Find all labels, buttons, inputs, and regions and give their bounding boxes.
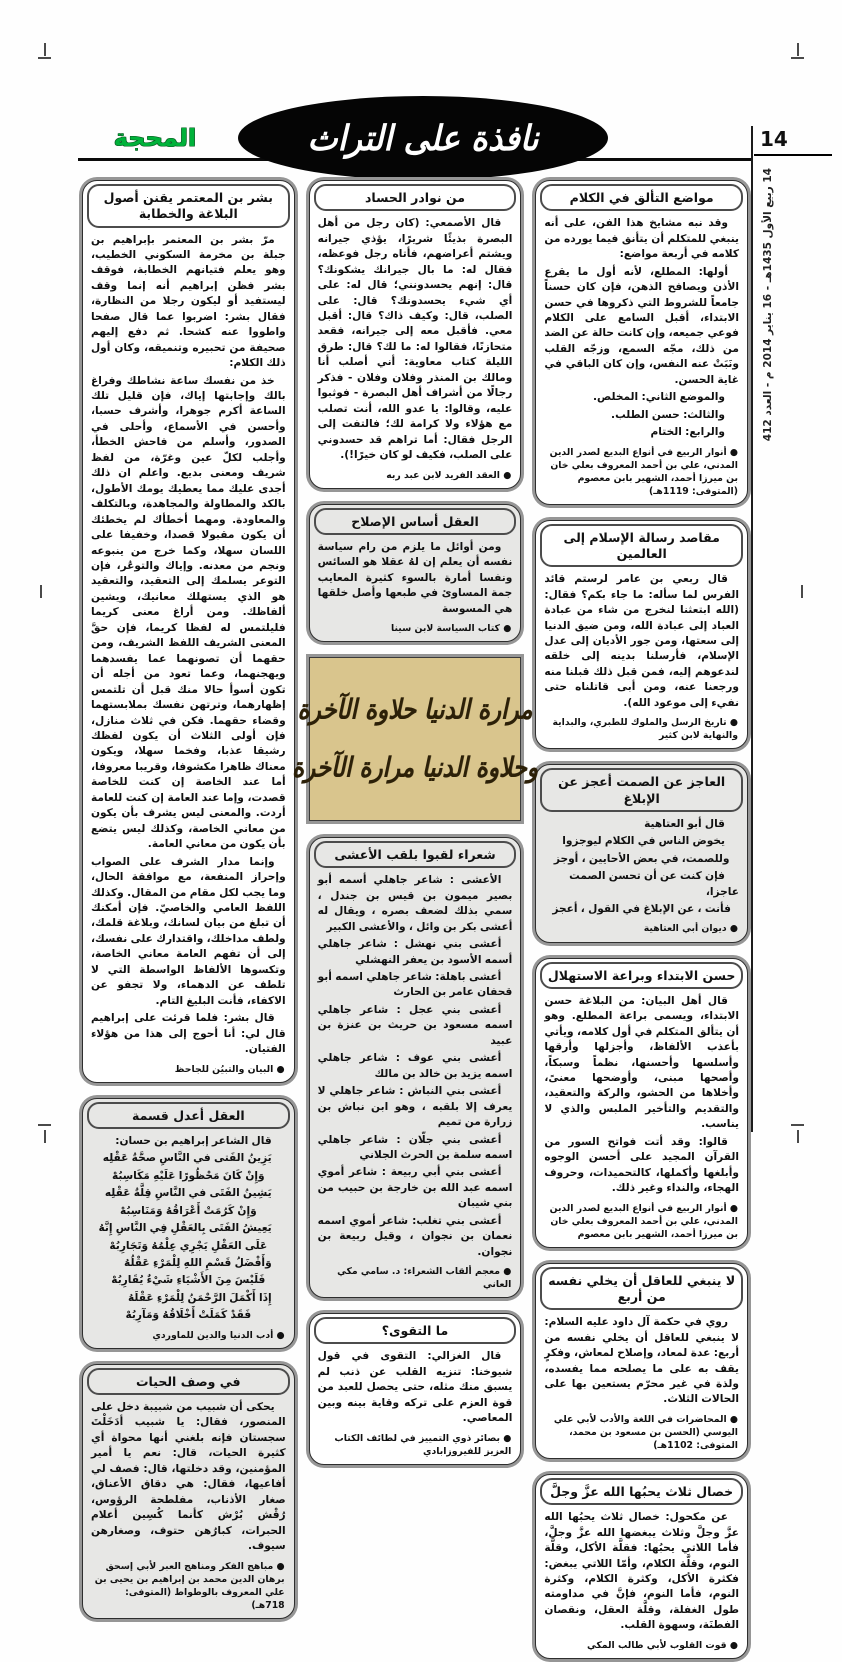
article-paragraph: وللصمت، في بعض الأحايين ، أوجز [553, 852, 730, 865]
article-paragraph: يخوض الناس في الكلام ليوجزوا [562, 835, 725, 848]
article-body [539, 214, 744, 440]
column-middle [292, 176, 538, 1468]
article-paragraph: وإنما مدار الشرف على الصواب وإحراز المنفعة، مع موافقة الحال، وما يجب لكل مقام من المقال. وكذلك اللفظ العامي والخاصيّ. فإن أمكنك أن تبلغ من بيان لسانك، وبلاغة قلمك، ولطف مداخلك، واقتدارك على نفسك، إلى أن تفهم العامة معاني الخاصة، وتكسوها الألفاظ الواسطة التي لا تلطف عن الدهماء، ولا تجفو عن الاكفاء، فأنت البليغ التام. [90, 855, 286, 1007]
column-left [78, 176, 299, 1622]
article-paragraph: فإن كنت عن أن تحسن الصمت عاجزا، [569, 870, 739, 898]
article-box [535, 180, 748, 505]
article-title: بشر بن المعتمر يقنن أصول البلاغة والخطابة [87, 184, 290, 228]
article-title: في وصف الحيات [87, 1368, 290, 1395]
article-box [82, 180, 295, 1083]
article-paragraph: قال الشاعر إبراهيم بن حسان: [115, 1134, 272, 1147]
article-paragraph: أعشى بني أبي ربيعة : شاعر أموي اسمه عبد الله بن خارجة بن حبيب من بني شيبان [317, 1166, 513, 1210]
article-title: من نوادر الحساد [314, 184, 517, 211]
article-source: ● ديوان أبي العتاهية [643, 923, 738, 935]
article-paragraph: والرابع: الختام [650, 426, 725, 439]
article-body [539, 1313, 744, 1408]
article-source: ● مباهج الفكر ومناهج العبر لأبي إسحق برهان الدين محمد بن إبراهيم بن يحيى بن علي المعروف بالوطواط (المتوفى: 718هـ) [94, 1560, 285, 1611]
article-body [539, 570, 744, 711]
article-paragraph: وَإِنْ كَانَ مَحْظُورًا عَلَيْهِ مَكَاسِبُهْ [111, 1169, 265, 1182]
article-paragraph: وَإِنْ كَرُمَتْ أَعْرَاقُهُ وَمَنَاسِبُهْ [119, 1204, 257, 1217]
article-box [309, 1313, 522, 1465]
article-source: ● كتاب السياسة لابن سينا [391, 623, 512, 635]
article-paragraph: قال بشر: فلما قرئت على إبراهيم قال لي: أنا أحوج إلى هذا من هؤلاء الفتيان. [90, 1012, 286, 1056]
page-number: 14 [754, 127, 832, 156]
article-body [313, 1347, 518, 1426]
article-paragraph: روي في حكمة آل داود عليه السلام: لا ينبغي للعاقل أن يخلي نفسه من أربع: عدة لمعاد، وإصلاح لمعاش، وفكرٍ يقف به على ما يصلحه مما يفسده، ولذة في غير محرّم يستعين بها على الحالات الثلاث. [544, 1316, 739, 1406]
article-source: ● أنوار الربيع في أنواع البديع لصدر الدين المدني، علي بن أحمد المعروف بعلي خان بن ميرزا أحمد، الشهير بابن معصوم [549, 1202, 738, 1240]
article-paragraph: قال ربعي بن عامر لرستم قائد الفرس لما سأله: ما جاء بكم؟ فقال: (الله ابتعثنا لنخرج من شاء من عبادة العباد إلى عبادة الله، ومن ضيق الدنيا إلى سعتها، ومن جور الأديان إلى عدل الإسلام، فأرسلنا بدينه إلى خلقه لندعوهم إليه، فمن قبل ذلك قبلنا منه ورجعنا عنه، ومن أبى قاتلناه حتى نفيء إلى موعود الله). [544, 573, 739, 709]
article-paragraph: فَلَيْسَ مِنَ الأَشْيَاءِ شَيْءٌ يُقَارِبُهْ [111, 1274, 266, 1287]
article-paragraph: عَلَى العَقْلِ يَجْرِي عِلْمُهُ وَتَجَارِبُهْ [109, 1239, 268, 1252]
columns [78, 176, 752, 1662]
article-paragraph: والموضع الثاني: المخلص. [593, 391, 725, 404]
crop-mark [797, 43, 799, 56]
article-title: العاجز عن الصمت أعجز عن الإبلاغ [540, 768, 743, 812]
crop-mark [40, 585, 42, 598]
article-body [313, 214, 518, 463]
article-box [82, 1364, 295, 1619]
article-paragraph: والثالث: حسن الطلب. [611, 408, 725, 421]
article-paragraph: أعشى باهلة: شاعر جاهلي اسمه أبو قحفان عامر بن الحارث [317, 971, 513, 999]
article-paragraph: فأنت ، عن الإبلاغ في القول ، أعجز [552, 903, 731, 916]
crop-mark [44, 1130, 46, 1143]
article-body [539, 1508, 744, 1634]
article-box [535, 764, 748, 942]
article-paragraph: مرّ بشر بن المعتمر بإبراهيم بن جبلة بن مخرمة السكوني الخطيب، وهو يعلم فتيانهم الخطابة، فوقف بشر فظن إبراهيم أنه إنما وقف ليستفيد أو ليكون رجلا من النظارة، فقال بشر: اضربوا عما قال صفحا واطووا عنه كشحا. ثم دفع إليهم صحيفة من تحبيره وتنميقه، وكان أول ذلك الكلام: [90, 233, 286, 370]
article-source: ● أنوار الربيع في أنواع البديع لصدر الدين المدني، علي بن أحمد المعروف بعلي خان بن ميرزا أحمد، الشهير بابن معصوم (المتوفى: 1119هـ) [549, 446, 738, 497]
article-paragraph: إِذَا أَكْمَلَ الرَّحْمَنُ لِلْمَرْءِ عَقْلَهُ [127, 1291, 272, 1304]
article-body [86, 231, 291, 1058]
crop-mark [797, 1130, 799, 1143]
article-paragraph: أعشى بني نهشل : شاعر جاهلي أسمه الأسود بن يعفر النهشلي [317, 938, 513, 966]
article-body [86, 1398, 291, 1555]
article-box [309, 837, 522, 1298]
article-body [539, 815, 744, 918]
article-paragraph: خذ من نفسك ساعة نشاطك وفراغ بالك وإجابتها إياك، فإن قليل تلك الساعة أكرم جوهرا، وأشرف حسبا، وأحسن في الأسماع، وأحلى في الصدور، وأسلم من فاحش الخطأ، وأجلب لكلّ عين وغرّة، من لفظ شريف ومعنى بديع. واعلم ان ذلك أجدى عليك مما يعطيك يومك الأطول، بالكد والمطاولة والمجاهدة، وبالتكلف والمعاودة. ومهما أخطأك لم يخطئك أن يكون مقبولا قصدا، وخفيفا على اللسان سهلا، وكما خرج من ينبوعه ونجم من معدنه. وإياك والتوعُر، فإن التوعر يسلمك إلى التعقيد، والتعقيد هو الذي يستهلك معانيك، ويشين ألفاظك. ومن أراغ معنى كريما فليلتمس له لفظا كريما، فإن حقَّ المعنى الشريف اللفظ الشريف، ومن حقهما أن تصونهما عما يفسدهما ويهجنهما، وعما تعود من أجله أن تكون أسوأ حالا منك قبل أن تلتمس إظهارهما، وترتهن نفسك بملابستهما وقضاء حقهما. فكن في ثلاث منازل، فإن أولى الثلاث أن يكون لفظك رشيقا عذبا، وفخما سهلا، ويكون معناك ظاهرا مكشوفا، وقريبا معروفا، أما عند الخاصة إن كنت للخاصة قصدت، وإما عند العامة إن كنت للعامة أردت. والمعنى ليس يشرف بأن يكون من معاني الخاصة، وكذلك ليس يتضع بأن يكون من معاني العامة. [90, 374, 286, 851]
article-paragraph: ومن أوائل ما يلزم من رام سياسة نفسه أن يعلم إن لهُ عقلا هو السائس ونفسا أمارة بالسوء كثيرة المعايب جمة المساوئ في طبعها وأصل خلقها هي المسوسة [317, 540, 513, 615]
article-box [309, 180, 522, 489]
section-banner-title: نافذة على التراث [307, 117, 539, 159]
article-paragraph: يَعِيشُ الفَتَى بِالعَقْلِ فِي النَّاسِ إِنَّهُ [98, 1222, 272, 1235]
article-paragraph: قال الغزالي: التقوى في قول شيوخنا: تنزيه القلب عن ذنب لم يسبق منك مثله، حتى يحصل للعبد من قوة العزم على تركه وقاية بينه وبين المعاصي. [317, 1350, 513, 1425]
article-box [535, 520, 748, 750]
article-paragraph: فَقَدْ كَمَلَتْ أَخْلَاقُهُ وَمَآرِبُهْ [125, 1309, 252, 1322]
article-source: ● تاريخ الرسل والملوك للطبري، والبداية والنهاية لابن كثير [552, 717, 738, 742]
article-title: العقل أساس الإصلاح [314, 508, 517, 535]
calligraphy-line: وحلاوة الدنيا مرارة الآخرة [292, 753, 538, 784]
article-paragraph: أولها: المطلع، لأنه أول ما يقرع الأذن ويصافح الذهن، فإن كان حسناً جامعاً للشروط التي ذكروها في حسن الابتداء، أقبل السامع على الكلام فوعي جميعه، وإن كانت حالة عن الضد من ذلك، مجّه السمع، وزجّه القلب ونَبَتْ عنه النفس، وإن كان الباقي في غاية الحسن. [544, 265, 739, 386]
article-paragraph: وَأَفْضَلُ قَسْمِ اللهِ لِلْمَرْءِ عَقْلُهُ [124, 1256, 272, 1269]
article-title: خصال ثلاث يحبُها الله عزَّ وجلَّ [540, 1478, 743, 1505]
article-paragraph: قال أهل البيان: من البلاغة حسن الابتداء، ويسمى براعة المطلع. وهو أن يتألق المتكلم في أول كلامه، ويأتي بأعذب الألفاظ، وأجزلها وأرقها وأسلسها وأحسنها، نظماً وسبكاً، وأصحها مبنى، وأوضحها معنىً، وأخلاها من الحشو، والركة والتعقيد، والتقديم والتأخير الملبس والذي لا يناسب. [544, 994, 739, 1131]
article-source: ● بصائر ذوي التمييز في لطائف الكتاب العزيز للفيروزابادي [334, 1432, 512, 1457]
crop-mark [38, 1124, 51, 1126]
article-title: مواضع التألق في الكلام [540, 184, 743, 211]
article-source: ● المحاضرات في اللغة والأدب لأبي علي اليوسي (الحسن بن مسعود بن محمد، المتوفى: 1102هـ) [553, 1413, 738, 1451]
article-paragraph: أعشى بني عجل : شاعر جاهلي اسمه مسعود بن حريث بن عنزة بن عبيد [317, 1003, 513, 1047]
article-source: ● العقد الفريد لابن عبد ربه [386, 469, 512, 481]
article-title: ما التقوى؟ [314, 1317, 517, 1344]
article-box [535, 1474, 748, 1659]
article-paragraph: أعشى بني النباش : شاعر جاهلي لا يعرف إلا بلقبه ، وهو ابن نباش بن زرارة من تميم [317, 1085, 513, 1129]
article-box [535, 958, 748, 1248]
article-paragraph: أعشى بني عوف : شاعر جاهلي اسمه يزيد بن خالد بن مالك [317, 1052, 513, 1080]
article-box [82, 1098, 295, 1349]
article-paragraph: وقد نبه مشايخ هذا الفن، على أنه ينبغي للمتكلم أن يتأنق فيما يورده من كلامه في أربعة مواضع: [544, 217, 739, 261]
article-paragraph: عن مكحول: خصال ثلاث يحبُها الله عزَّ وجلَّ وثلاث يبغضها الله عزَّ وجلَّ، فأما اللاتي يحبُها: فقلَّة الأكل، وقلَّة النوم، وقلَّة الكلام، وأمّا اللاتي يبغض: فكثرة الأكل، وكثرة الكلام، وكثرة النوم، فأما النوم، فإنَّ في مداومته طول الغفلة، وقلَّة العقل، ونقصان الفطنَة، وسهوة القلب. [544, 1511, 739, 1632]
crop-mark [791, 1124, 804, 1126]
article-box [309, 504, 522, 643]
column-right [531, 176, 752, 1662]
calligraphy-line: مرارة الدنيا حلاوة الآخرة [297, 694, 533, 726]
newspaper-logo: المحجة [113, 124, 197, 152]
article-paragraph: قالوا: وقد أتت فواتح السور من القرآن المجيد على أحسن الوجوه وأبلغها وأكملها، كالتحميدات، وحروف الهجاء، والنداء وغير ذلك. [544, 1135, 739, 1195]
article-paragraph: يحكى أن شبيب من شبيبة دخل على المنصور، فقال: يا شبيب أدَخَلْتَ سجستان فإنه بلغني أنها محواة أي كثيرة الحيات، قال: نعم يا أمير المؤمنين، وقد دخلتها، قال: فصف لي أفاعيها، فقال: هي دقاق الأعناق، صغار الأذناب، مفلطحة الرؤوس، رُقْش بُرْش كأنما كُسِين أعلام الحبرات، كبارُهن حتوف، وصغارهن سيوف. [90, 1401, 286, 1553]
crop-mark [38, 57, 51, 59]
article-title: شعراء لقبوا بلقب الأعشى [314, 841, 517, 868]
article-source: ● أدب الدنيا والدين للماوردي [152, 1329, 285, 1341]
article-body [86, 1132, 291, 1324]
article-box [535, 1263, 748, 1459]
crop-mark [791, 57, 804, 59]
article-paragraph: قال أبو العتاهية [644, 817, 725, 830]
article-source: ● البيان والتبيُن للجاحظ [174, 1063, 285, 1075]
article-title: العقل أعدل قسمة [87, 1102, 290, 1129]
article-paragraph: أعشى بني تغلب: شاعر أموي اسمه نعمان بن نجوان ، وقيل ربيعة بن نجوان. [317, 1214, 513, 1258]
article-body [539, 992, 744, 1197]
section-banner [238, 96, 608, 180]
article-title: حسن الابتداء وبراعة الاستهلال [540, 962, 743, 989]
calligraphy-image [292, 657, 538, 821]
article-source: ● معجم ألقاب الشعراء: د. سامي مكي العاني [337, 1266, 512, 1291]
article-paragraph: قال الأصمعي: (كان رجل من أهل البصرة بذيئًا شريرًا، يؤذي جيرانه ويشتم أعراضهم، فأتاه رجل فوعظه، فقال له: ما بال جيرانك يشكونك؟ قال: إنهم يحسدونني؛ قال له: على أي شيء يحسدونك؟ قال: على الصلب، قال: وكيف ذاك؟ قال: أقبل معي. فأقبل معه إلى جيرانه، فقعد متحازنًا، فقالوا له: ما لك؟ قال: طرق الليلة كتاب معاوية: أني أصلب أنا ومالك بن المنذر وفلان وفلان - فذكر رجالًا من أشراف أهل البصرة - فوثبوا عليه، وقالوا: يا عدو الله، أنت تصلب مع هؤلاء ولا كرامة لك؛ فالتفت إلى الرجل فقال: أما تراهم قد حسدوني على الصلب، فكيف لو كان خيرًا!). [317, 217, 513, 462]
article-paragraph: أعشى بني جلّان : شاعر جاهلي اسمه سلمة بن الحرث الجلاني [317, 1133, 513, 1161]
crop-mark [801, 585, 803, 598]
article-source: ● قوت القلوب لأبي طالب المكي [586, 1639, 738, 1651]
article-title: لا ينبغي للعاقل أن يخلي نفسه من أربع [540, 1267, 743, 1311]
crop-mark [44, 43, 46, 56]
article-title: مقاصد رسالة الإسلام إلى العالمين [540, 524, 743, 568]
article-body [313, 871, 518, 1260]
article-paragraph: يَشِينُ الفَتَى في النَّاسِ قِلَّةُ عَقْلِه [104, 1187, 272, 1200]
article-paragraph: يَزِينُ الفَتى في النَّاسِ صحَّةُ عَقْلِه [102, 1152, 272, 1165]
edition-date: 14 ربيع الأول 1435هـ - 16 يناير 2014 م - العدد 412 [762, 168, 774, 442]
article-body [313, 538, 518, 617]
article-paragraph: الأعشى : شاعر جاهلي أسمه أبو بصير ميمون بن قيس بن جندل ، سمي بذلك لضعف بصره ، ويقال له أعشى بكر بن وائل ، والأعشى الكبير [317, 874, 513, 933]
